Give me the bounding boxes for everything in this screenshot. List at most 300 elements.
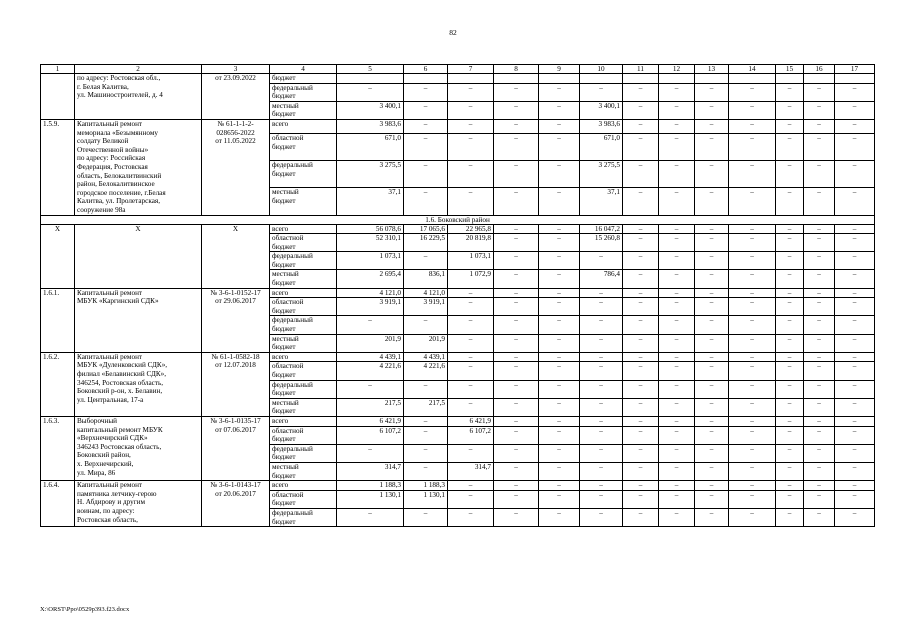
amount-cell: – [494, 188, 539, 215]
amount-cell: – [729, 362, 776, 380]
amount-cell: – [695, 101, 729, 119]
amount-cell: – [539, 298, 580, 316]
amount-cell: – [695, 119, 729, 133]
amount-cell: – [729, 426, 776, 444]
amount-cell: – [695, 490, 729, 508]
amount-cell: 6 421,9 [448, 416, 494, 426]
amount-cell: – [623, 316, 659, 334]
amount-cell: – [623, 119, 659, 133]
amount-cell: – [539, 234, 580, 252]
amount-cell: – [695, 380, 729, 398]
amount-cell: – [695, 270, 729, 288]
amount-cell: – [835, 83, 875, 101]
amount-cell: – [623, 352, 659, 362]
amount-cell: – [337, 380, 404, 398]
amount-cell: – [404, 444, 448, 462]
amount-cell: – [494, 288, 539, 298]
budget-line-label: областной бюджет [270, 134, 337, 161]
item-name: Капитальный ремонт мемориала «Безымянному солдату Великой Отечественной войны» по адресу: Российская Федерация, Ростовская область, Белокалитвинский район, Белокалитвинское городское поселение, г.Белая Калитва, ул. Пролетарская, сооружение 98а [75, 119, 202, 215]
amount-cell: – [623, 508, 659, 526]
amount-cell: – [804, 334, 835, 352]
amount-cell: – [695, 508, 729, 526]
amount-cell: 1 188,3 [404, 481, 448, 491]
item-name: Капитальный ремонт памятника летчику-герою Н. Абдирову и другим воинам, по адресу: Ростовская область, [75, 481, 202, 527]
amount-cell: 4 439,1 [337, 352, 404, 362]
amount-cell: 3 983,6 [337, 119, 404, 133]
amount-cell: – [729, 119, 776, 133]
column-number: 6 [404, 65, 448, 74]
amount-cell: – [539, 83, 580, 101]
item-document: № 61-1-1-2- 028656-2022 от 11.05.2022 [202, 119, 270, 215]
amount-cell: – [494, 481, 539, 491]
item-number: 1.6.3. [41, 416, 75, 480]
amount-cell: – [659, 224, 695, 234]
amount-cell: – [776, 134, 804, 161]
item-row [41, 288, 875, 298]
amount-cell: – [494, 316, 539, 334]
amount-cell: – [729, 188, 776, 215]
amount-cell: – [623, 161, 659, 188]
amount-cell: – [539, 252, 580, 270]
amount-cell: – [539, 188, 580, 215]
amount-cell: – [494, 298, 539, 316]
amount-cell: – [448, 288, 494, 298]
amount-cell [448, 74, 494, 84]
budget-line-label: всего [270, 352, 337, 362]
amount-cell: – [448, 334, 494, 352]
amount-cell: – [776, 334, 804, 352]
amount-cell: – [835, 316, 875, 334]
amount-cell: – [623, 490, 659, 508]
amount-cell: – [804, 462, 835, 480]
amount-cell [580, 74, 623, 84]
item-number [41, 74, 75, 120]
amount-cell: – [776, 444, 804, 462]
amount-cell: – [835, 101, 875, 119]
budget-line-label: областной бюджет [270, 426, 337, 444]
section-heading: 1.6. Боковский район [41, 215, 875, 224]
amount-cell [804, 74, 835, 84]
amount-cell: – [659, 119, 695, 133]
amount-cell: 314,7 [337, 462, 404, 480]
amount-cell: 1 188,3 [337, 481, 404, 491]
amount-cell: 22 965,8 [448, 224, 494, 234]
amount-cell: – [580, 380, 623, 398]
item-document: от 23.09.2022 [202, 74, 270, 120]
amount-cell: – [494, 234, 539, 252]
amount-cell: – [695, 444, 729, 462]
amount-cell: – [623, 101, 659, 119]
item-number: 1.6.4. [41, 481, 75, 527]
amount-cell: – [729, 380, 776, 398]
amount-cell: 671,0 [337, 134, 404, 161]
amount-cell: – [494, 83, 539, 101]
amount-cell: – [729, 444, 776, 462]
amount-cell: – [729, 352, 776, 362]
amount-cell: – [580, 490, 623, 508]
amount-cell: – [776, 298, 804, 316]
amount-cell: – [835, 362, 875, 380]
amount-cell: – [623, 334, 659, 352]
amount-cell: – [404, 508, 448, 526]
amount-cell: – [729, 161, 776, 188]
item-row [41, 481, 875, 491]
amount-cell: – [729, 224, 776, 234]
amount-cell: 201,9 [404, 334, 448, 352]
amount-cell: – [695, 252, 729, 270]
item-name: Капитальный ремонт МБУК «Дуленковский СДК», филиал «Белавинский СДК», 346254, Ростовская область, Боковский р-он, х. Белавин, ул. Центральная, 17-а [75, 352, 202, 416]
amount-cell: – [729, 334, 776, 352]
amount-cell: – [659, 298, 695, 316]
amount-cell: – [776, 288, 804, 298]
amount-cell: 17 065,6 [404, 224, 448, 234]
amount-cell: – [404, 426, 448, 444]
amount-cell: – [804, 298, 835, 316]
amount-cell: – [580, 83, 623, 101]
amount-cell: – [448, 298, 494, 316]
amount-cell: – [623, 134, 659, 161]
amount-cell: – [448, 134, 494, 161]
amount-cell: – [695, 298, 729, 316]
amount-cell: 1 072,9 [448, 270, 494, 288]
column-number: 5 [337, 65, 404, 74]
amount-cell: – [659, 101, 695, 119]
amount-cell: – [623, 252, 659, 270]
amount-cell [539, 74, 580, 84]
amount-cell: – [448, 508, 494, 526]
amount-cell: 37,1 [337, 188, 404, 215]
amount-cell: – [776, 83, 804, 101]
column-number: 11 [623, 65, 659, 74]
amount-cell: 1 073,1 [448, 252, 494, 270]
amount-cell: – [695, 334, 729, 352]
amount-cell: – [776, 398, 804, 416]
amount-cell: – [835, 188, 875, 215]
amount-cell: – [448, 316, 494, 334]
amount-cell: – [539, 161, 580, 188]
amount-cell: – [835, 252, 875, 270]
item-document: Х [202, 224, 270, 288]
amount-cell: – [804, 134, 835, 161]
amount-cell: – [404, 252, 448, 270]
amount-cell: – [494, 380, 539, 398]
budget-line-label: федеральный бюджет [270, 252, 337, 270]
amount-cell: – [580, 416, 623, 426]
amount-cell: 4 121,0 [404, 288, 448, 298]
amount-cell: – [580, 444, 623, 462]
section-row [41, 215, 875, 224]
budget-table [40, 64, 875, 527]
amount-cell: – [835, 224, 875, 234]
amount-cell: – [580, 508, 623, 526]
amount-cell: 3 275,5 [337, 161, 404, 188]
column-number: 4 [270, 65, 337, 74]
amount-cell: – [494, 252, 539, 270]
amount-cell: – [580, 334, 623, 352]
amount-cell: – [539, 224, 580, 234]
budget-line-label: федеральный бюджет [270, 161, 337, 188]
amount-cell: – [776, 416, 804, 426]
budget-line-label: областной бюджет [270, 298, 337, 316]
amount-cell: – [580, 298, 623, 316]
amount-cell: – [580, 426, 623, 444]
amount-cell: 15 260,8 [580, 234, 623, 252]
amount-cell: 52 310,1 [337, 234, 404, 252]
amount-cell: – [448, 444, 494, 462]
amount-cell: – [804, 119, 835, 133]
amount-cell [835, 74, 875, 84]
amount-cell: – [695, 134, 729, 161]
amount-cell: – [659, 252, 695, 270]
amount-cell: – [695, 161, 729, 188]
amount-cell: 786,4 [580, 270, 623, 288]
amount-cell: – [494, 444, 539, 462]
amount-cell: – [448, 398, 494, 416]
column-number: 7 [448, 65, 494, 74]
amount-cell: 4 121,0 [337, 288, 404, 298]
item-document: № 3-6-1-0143-17 от 20.06.2017 [202, 481, 270, 527]
amount-cell: – [623, 398, 659, 416]
budget-line-label: местный бюджет [270, 462, 337, 480]
amount-cell: – [494, 161, 539, 188]
amount-cell: – [337, 508, 404, 526]
amount-cell: – [804, 101, 835, 119]
item-name: Х [75, 224, 202, 288]
amount-cell: – [494, 490, 539, 508]
amount-cell: – [494, 101, 539, 119]
amount-cell: – [776, 161, 804, 188]
amount-cell: – [729, 462, 776, 480]
amount-cell: – [539, 316, 580, 334]
amount-cell: – [580, 462, 623, 480]
item-document: № 3-6-1-0135-17 от 07.06.2017 [202, 416, 270, 480]
amount-cell [623, 74, 659, 84]
amount-cell: – [623, 462, 659, 480]
amount-cell: – [804, 481, 835, 491]
amount-cell: 4 439,1 [404, 352, 448, 362]
amount-cell: – [776, 119, 804, 133]
footer-file-path: X:\ORST\Ppo\0529p393.f23.docx [40, 606, 130, 613]
amount-cell: – [448, 188, 494, 215]
amount-cell: – [623, 298, 659, 316]
amount-cell: 16 229,5 [404, 234, 448, 252]
amount-cell: – [804, 83, 835, 101]
amount-cell: 6 107,2 [448, 426, 494, 444]
budget-line-label: всего [270, 481, 337, 491]
amount-cell: – [659, 270, 695, 288]
amount-cell: – [580, 398, 623, 416]
amount-cell: – [776, 234, 804, 252]
amount-cell: – [835, 161, 875, 188]
amount-cell: – [539, 481, 580, 491]
column-number: 3 [202, 65, 270, 74]
amount-cell: – [835, 119, 875, 133]
amount-cell: – [623, 288, 659, 298]
amount-cell: – [539, 398, 580, 416]
amount-cell: – [776, 352, 804, 362]
amount-cell: – [539, 462, 580, 480]
amount-cell: – [659, 481, 695, 491]
amount-cell: – [404, 188, 448, 215]
amount-cell: – [539, 119, 580, 133]
column-number: 13 [695, 65, 729, 74]
amount-cell: – [804, 252, 835, 270]
amount-cell: 3 919,1 [337, 298, 404, 316]
amount-cell: – [695, 316, 729, 334]
amount-cell: – [448, 119, 494, 133]
amount-cell: – [835, 398, 875, 416]
amount-cell: 4 221,6 [404, 362, 448, 380]
amount-cell: – [776, 508, 804, 526]
amount-cell: – [659, 398, 695, 416]
amount-cell: – [659, 83, 695, 101]
amount-cell: – [776, 380, 804, 398]
amount-cell: – [776, 101, 804, 119]
amount-cell: – [695, 481, 729, 491]
amount-cell: 4 221,6 [337, 362, 404, 380]
budget-line-label: федеральный бюджет [270, 444, 337, 462]
amount-cell [695, 74, 729, 84]
item-number: 1.6.2. [41, 352, 75, 416]
amount-cell: – [695, 352, 729, 362]
amount-cell [776, 74, 804, 84]
column-number: 17 [835, 65, 875, 74]
continuation-row [41, 74, 875, 84]
amount-cell: – [494, 508, 539, 526]
amount-cell: – [659, 188, 695, 215]
amount-cell: – [494, 362, 539, 380]
amount-cell: – [695, 234, 729, 252]
amount-cell: – [448, 481, 494, 491]
page-number: 82 [449, 28, 457, 37]
amount-cell: – [776, 316, 804, 334]
amount-cell: – [659, 234, 695, 252]
amount-cell: – [659, 316, 695, 334]
amount-cell: 1 073,1 [337, 252, 404, 270]
amount-cell: – [804, 288, 835, 298]
budget-line-label: федеральный бюджет [270, 508, 337, 526]
amount-cell: 56 078,6 [337, 224, 404, 234]
amount-cell: – [729, 298, 776, 316]
item-row [41, 224, 875, 234]
amount-cell: – [539, 380, 580, 398]
amount-cell: – [580, 252, 623, 270]
amount-cell [404, 74, 448, 84]
column-number: 14 [729, 65, 776, 74]
column-number: 1 [41, 65, 75, 74]
amount-cell: – [835, 416, 875, 426]
budget-line-label: бюджет [270, 74, 337, 84]
budget-line-label: областной бюджет [270, 362, 337, 380]
amount-cell: – [539, 134, 580, 161]
column-number: 15 [776, 65, 804, 74]
item-row [41, 352, 875, 362]
amount-cell: 1 130,1 [404, 490, 448, 508]
amount-cell: – [659, 426, 695, 444]
item-number: 1.6.1. [41, 288, 75, 352]
amount-cell: – [494, 224, 539, 234]
item-name: по адресу: Ростовская обл., г. Белая Калитва, ул. Машиностроителей, д. 4 [75, 74, 202, 120]
amount-cell: – [404, 134, 448, 161]
amount-cell: – [404, 83, 448, 101]
column-number: 8 [494, 65, 539, 74]
amount-cell: – [494, 270, 539, 288]
budget-line-label: всего [270, 288, 337, 298]
amount-cell: – [539, 362, 580, 380]
column-number-row [41, 65, 875, 74]
amount-cell: – [659, 362, 695, 380]
amount-cell: – [729, 316, 776, 334]
amount-cell: – [835, 490, 875, 508]
amount-cell: – [539, 508, 580, 526]
amount-cell: – [623, 234, 659, 252]
amount-cell: – [659, 490, 695, 508]
amount-cell: – [404, 416, 448, 426]
amount-cell: – [835, 298, 875, 316]
amount-cell: – [539, 416, 580, 426]
budget-line-label: всего [270, 224, 337, 234]
amount-cell: – [404, 161, 448, 188]
amount-cell: 217,5 [404, 398, 448, 416]
amount-cell: – [835, 426, 875, 444]
amount-cell: – [448, 161, 494, 188]
amount-cell: – [729, 270, 776, 288]
amount-cell: – [580, 288, 623, 298]
amount-cell: 314,7 [448, 462, 494, 480]
budget-line-label: местный бюджет [270, 270, 337, 288]
amount-cell: – [539, 490, 580, 508]
amount-cell: – [729, 508, 776, 526]
amount-cell: – [539, 334, 580, 352]
amount-cell: – [729, 83, 776, 101]
amount-cell: – [804, 362, 835, 380]
amount-cell: 201,9 [337, 334, 404, 352]
amount-cell: – [659, 416, 695, 426]
amount-cell: – [623, 481, 659, 491]
amount-cell: – [404, 101, 448, 119]
amount-cell: – [623, 444, 659, 462]
amount-cell: – [776, 426, 804, 444]
amount-cell: – [494, 398, 539, 416]
amount-cell: – [804, 270, 835, 288]
amount-cell: – [659, 288, 695, 298]
amount-cell: – [539, 426, 580, 444]
amount-cell: – [659, 462, 695, 480]
amount-cell: – [580, 362, 623, 380]
amount-cell: – [729, 416, 776, 426]
amount-cell: 2 695,4 [337, 270, 404, 288]
amount-cell: – [729, 481, 776, 491]
amount-cell: – [448, 362, 494, 380]
amount-cell: – [494, 462, 539, 480]
amount-cell [337, 74, 404, 84]
amount-cell: 836,1 [404, 270, 448, 288]
amount-cell: – [623, 362, 659, 380]
budget-line-label: местный бюджет [270, 334, 337, 352]
amount-cell: – [776, 188, 804, 215]
amount-cell: 6 107,2 [337, 426, 404, 444]
amount-cell: 3 400,1 [337, 101, 404, 119]
amount-cell: – [337, 316, 404, 334]
amount-cell: – [835, 508, 875, 526]
amount-cell: – [835, 462, 875, 480]
amount-cell: – [804, 188, 835, 215]
amount-cell: – [835, 481, 875, 491]
amount-cell: – [448, 490, 494, 508]
item-name: Выборочный капитальный ремонт МБУК «Верхнечирский СДК» 346243 Ростовская область, Боковский район, х. Верхнечирский, ул. Мира, 86 [75, 416, 202, 480]
amount-cell: – [494, 134, 539, 161]
amount-cell: – [835, 134, 875, 161]
